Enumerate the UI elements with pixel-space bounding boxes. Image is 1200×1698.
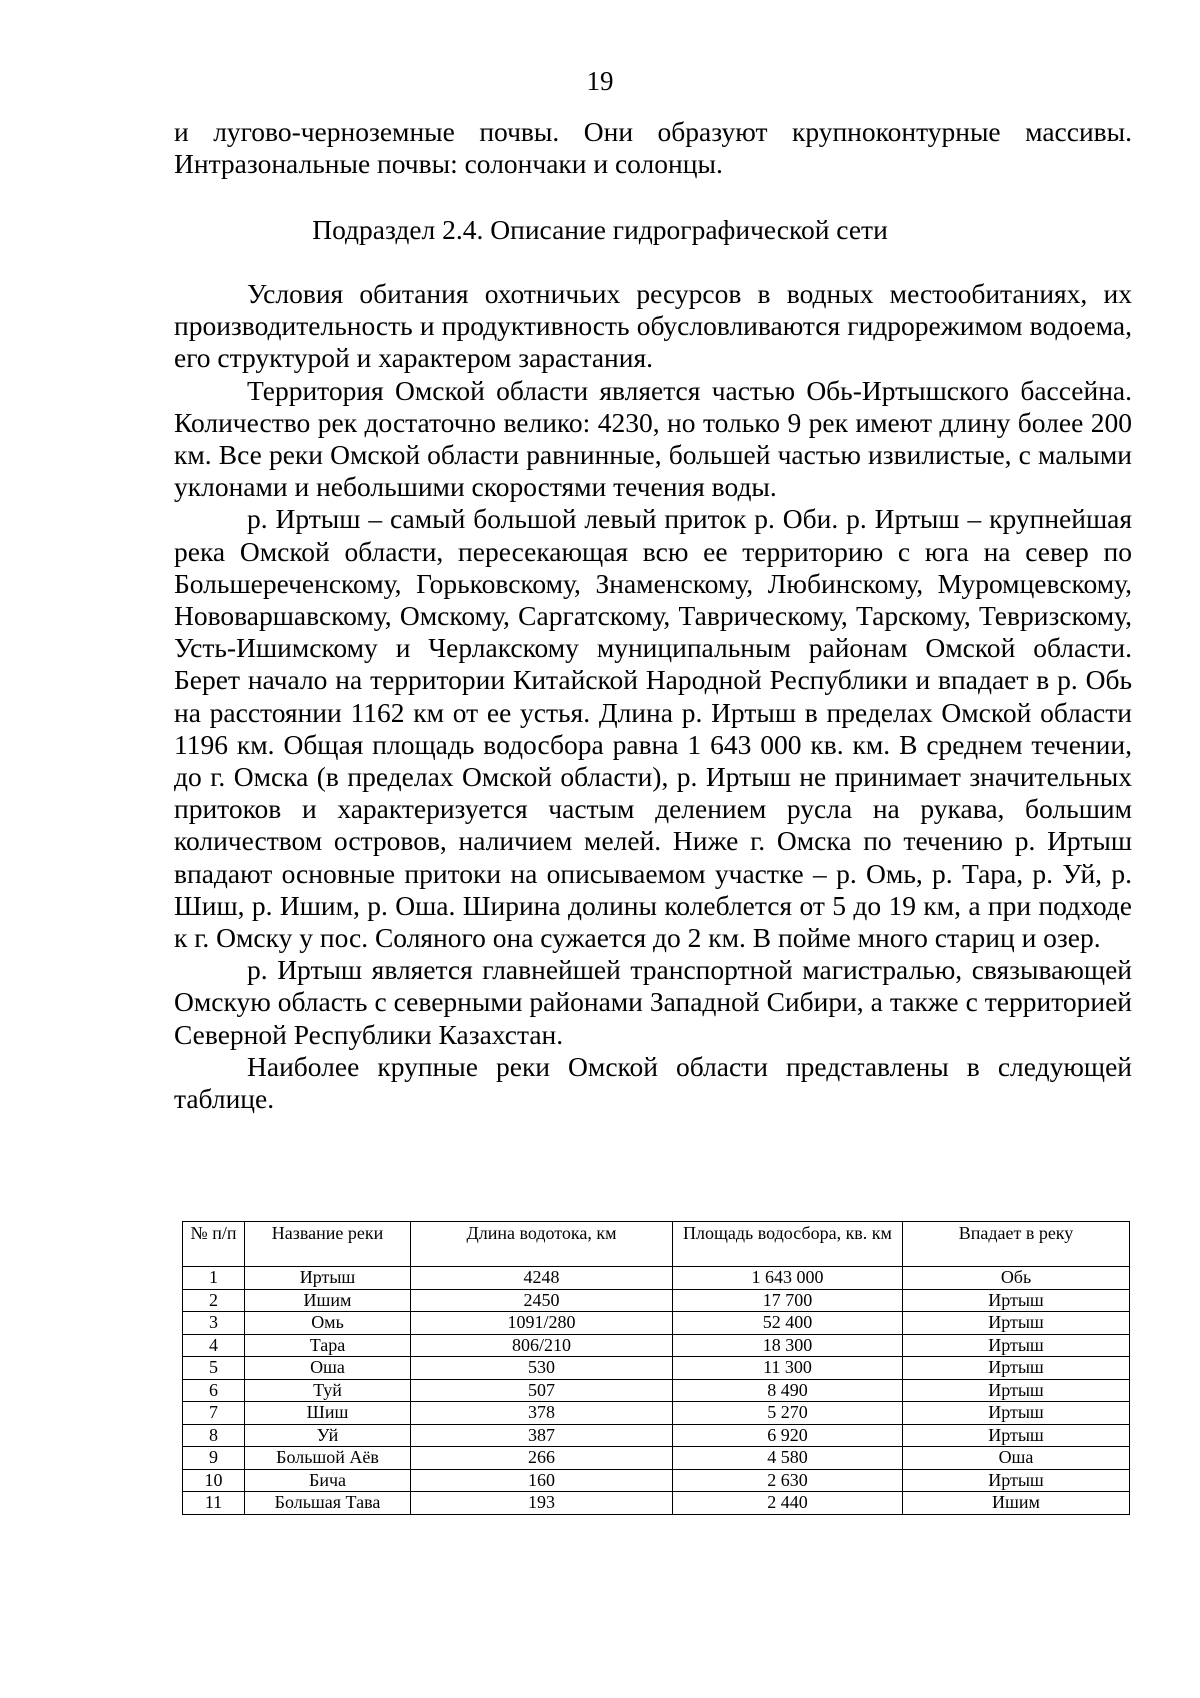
cell-flows-into: Иртыш bbox=[903, 1312, 1130, 1335]
cell-length: 2450 bbox=[411, 1289, 673, 1312]
table-row bbox=[183, 1289, 1130, 1312]
intro-text: и лугово-черноземные почвы. Они образуют крупноконтурные массивы. Интразональные почвы: солончаки и солонцы. bbox=[174, 116, 1132, 180]
cell-number: 6 bbox=[183, 1379, 245, 1402]
table-row bbox=[183, 1357, 1130, 1380]
cell-flows-into: Иртыш bbox=[903, 1379, 1130, 1402]
cell-river-name: Тара bbox=[245, 1334, 411, 1357]
cell-flows-into: Иртыш bbox=[903, 1424, 1130, 1447]
cell-river-name: Большая Тава bbox=[245, 1492, 411, 1515]
cell-basin-area: 8 490 bbox=[673, 1379, 903, 1402]
table-row bbox=[183, 1402, 1130, 1425]
cell-number: 8 bbox=[183, 1424, 245, 1447]
cell-number: 10 bbox=[183, 1469, 245, 1492]
header-number: № п/п bbox=[183, 1222, 245, 1267]
cell-river-name: Омь bbox=[245, 1312, 411, 1335]
cell-basin-area: 52 400 bbox=[673, 1312, 903, 1335]
cell-flows-into: Иртыш bbox=[903, 1357, 1130, 1380]
cell-length: 507 bbox=[411, 1379, 673, 1402]
table-row bbox=[183, 1379, 1130, 1402]
cell-river-name: Шиш bbox=[245, 1402, 411, 1425]
table-row bbox=[183, 1267, 1130, 1290]
table-row bbox=[183, 1447, 1130, 1470]
cell-flows-into: Обь bbox=[903, 1267, 1130, 1290]
paragraph-table-intro: Наиболее крупные реки Омской области представлены в следующей таблице. bbox=[174, 1050, 1132, 1115]
cell-number: 9 bbox=[183, 1447, 245, 1470]
cell-basin-area: 6 920 bbox=[673, 1424, 903, 1447]
header-length: Длина водотока, км bbox=[411, 1222, 673, 1267]
cell-number: 4 bbox=[183, 1334, 245, 1357]
paragraph-irtysh: р. Иртыш – самый большой левый приток р. Оби. р. Иртыш – крупнейшая река Омской области, пересекающая всю ее территорию с юга на север по Большереченскому, Горьковскому, Знаменскому, Любинскому, Муромцевскому, Нововаршавскому, Омскому, Саргатскому, Таврическому, Тарскому, Тевризскому, Усть-Ишимскому и Черлакскому муниципальным районам Омской области. Берет начало на территории Китайской Народной Республики и впадает в р. Обь на расстоянии 1162 км от ее устья. Длина р. Иртыш в пределах Омской области 1196 км. Общая площадь водосбора равна 1 643 000 кв. км. В среднем течении, до г. Омска (в пределах Омской области), р. Иртыш не принимает значительных притоков и характеризуется частым делением русла на рукава, большим количеством островов, наличием мелей. Ниже г. Омска по течению р. Иртыш впадают основные притоки на описываемом участке – р. Омь, р. Тара, р. Уй, р. Шиш, р. Ишим, р. Оша. Ширина долины колеблется от 5 до 19 км, а при подходе к г. Омску у пос. Соляного она сужается до 2 км. В пойме много стариц и озер. bbox=[174, 503, 1132, 954]
cell-length: 193 bbox=[411, 1492, 673, 1515]
cell-length: 1091/280 bbox=[411, 1312, 673, 1335]
cell-river-name: Ишим bbox=[245, 1289, 411, 1312]
cell-basin-area: 5 270 bbox=[673, 1402, 903, 1425]
cell-number: 2 bbox=[183, 1289, 245, 1312]
section-heading: Подраздел 2.4. Описание гидрографической сети bbox=[312, 214, 888, 245]
intro-paragraph bbox=[174, 116, 1132, 180]
cell-length: 806/210 bbox=[411, 1334, 673, 1357]
cell-flows-into: Иртыш bbox=[903, 1334, 1130, 1357]
cell-river-name: Иртыш bbox=[245, 1267, 411, 1290]
header-flows-into: Впадает в реку bbox=[903, 1222, 1130, 1267]
cell-number: 3 bbox=[183, 1312, 245, 1335]
cell-number: 1 bbox=[183, 1267, 245, 1290]
cell-length: 4248 bbox=[411, 1267, 673, 1290]
page-number: 19 bbox=[586, 66, 614, 96]
table-header-row bbox=[183, 1222, 1130, 1267]
table-row bbox=[183, 1334, 1130, 1357]
cell-flows-into: Иртыш bbox=[903, 1289, 1130, 1312]
cell-flows-into: Ишим bbox=[903, 1492, 1130, 1515]
cell-number: 5 bbox=[183, 1357, 245, 1380]
cell-basin-area: 2 630 bbox=[673, 1469, 903, 1492]
cell-river-name: Уй bbox=[245, 1424, 411, 1447]
cell-basin-area: 2 440 bbox=[673, 1492, 903, 1515]
cell-flows-into: Оша bbox=[903, 1447, 1130, 1470]
cell-basin-area: 4 580 bbox=[673, 1447, 903, 1470]
paragraph-transport: р. Иртыш является главнейшей транспортной магистралью, связывающей Омскую область с северными районами Западной Сибири, а также с территорией Северной Республики Казахстан. bbox=[174, 954, 1132, 1050]
cell-flows-into: Иртыш bbox=[903, 1402, 1130, 1425]
cell-basin-area: 11 300 bbox=[673, 1357, 903, 1380]
body-text bbox=[174, 278, 1132, 1115]
cell-length: 530 bbox=[411, 1357, 673, 1380]
header-basin-area: Площадь водосбора, кв. км bbox=[673, 1222, 903, 1267]
cell-river-name: Туй bbox=[245, 1379, 411, 1402]
table-row bbox=[183, 1424, 1130, 1447]
paragraph-territory: Территория Омской области является частью Обь-Иртышского бассейна. Количество рек достаточно велико: 4230, но только 9 рек имеют длину более 200 км. Все реки Омской области равнинные, большей частью извилистые, с малыми уклонами и небольшими скоростями течения воды. bbox=[174, 374, 1132, 503]
rivers-table bbox=[182, 1221, 1130, 1515]
table-body bbox=[183, 1267, 1130, 1515]
table-header bbox=[183, 1222, 1130, 1267]
cell-length: 378 bbox=[411, 1402, 673, 1425]
cell-flows-into: Иртыш bbox=[903, 1469, 1130, 1492]
cell-number: 11 bbox=[183, 1492, 245, 1515]
cell-length: 160 bbox=[411, 1469, 673, 1492]
cell-number: 7 bbox=[183, 1402, 245, 1425]
table-row bbox=[183, 1492, 1130, 1515]
cell-river-name: Оша bbox=[245, 1357, 411, 1380]
table-row bbox=[183, 1312, 1130, 1335]
cell-river-name: Большой Аёв bbox=[245, 1447, 411, 1470]
table-row bbox=[183, 1469, 1130, 1492]
header-river-name: Название реки bbox=[245, 1222, 411, 1267]
cell-basin-area: 17 700 bbox=[673, 1289, 903, 1312]
cell-basin-area: 18 300 bbox=[673, 1334, 903, 1357]
cell-length: 387 bbox=[411, 1424, 673, 1447]
cell-basin-area: 1 643 000 bbox=[673, 1267, 903, 1290]
cell-river-name: Бича bbox=[245, 1469, 411, 1492]
cell-length: 266 bbox=[411, 1447, 673, 1470]
paragraph-habitat: Условия обитания охотничьих ресурсов в водных местообитаниях, их производительность и продуктивность обусловливаются гидрорежимом водоема, его структурой и характером зарастания. bbox=[174, 278, 1132, 374]
